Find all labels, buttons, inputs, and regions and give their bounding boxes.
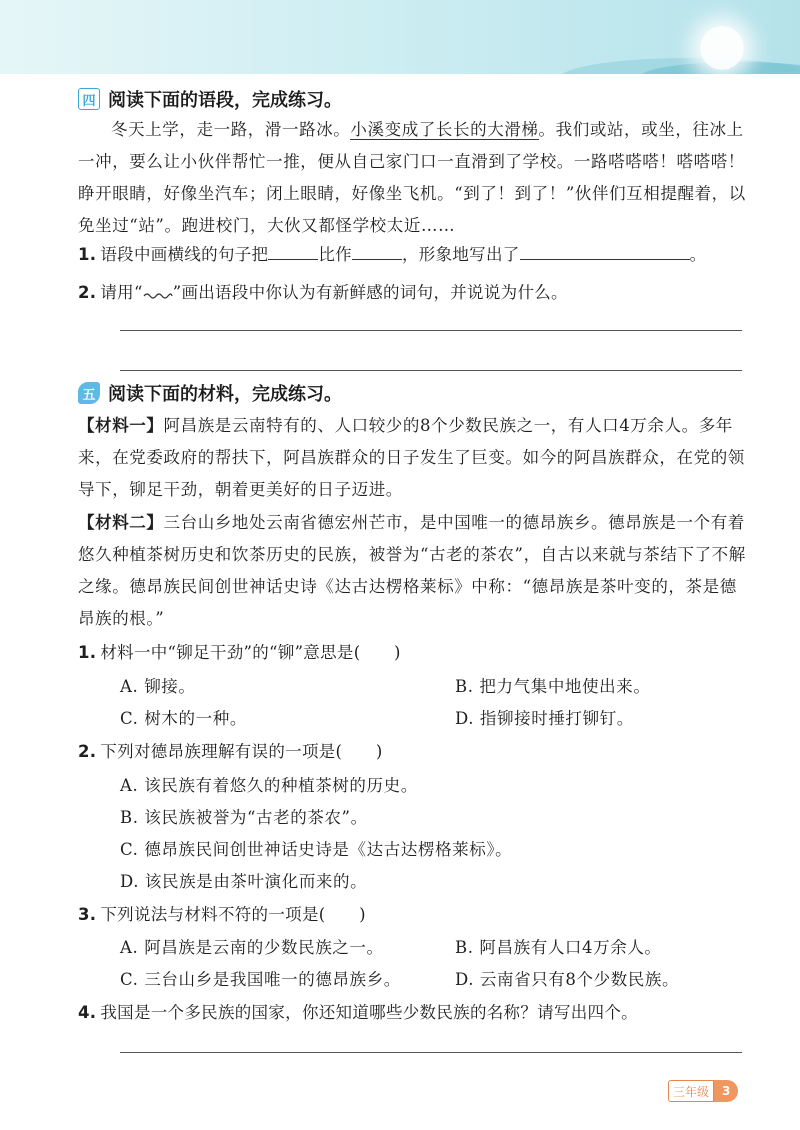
section-4-title: 阅读下面的语段，完成练习。 <box>108 90 342 111</box>
answer-line-2[interactable] <box>120 370 742 371</box>
section-5-heading <box>78 380 342 406</box>
section-5-question-2 <box>78 737 383 767</box>
section-5-title: 阅读下面的材料，完成练习。 <box>108 384 342 405</box>
q3-option-b[interactable]: B. 阿昌族有人口4万余人。 <box>455 938 662 957</box>
section-5-question-3 <box>78 900 366 930</box>
passage-text-after: 。我们或站，或坐，往冰上一冲，要么让小伙伴帮忙一推，便从自己家门口一直滑到了学校。一路嗒嗒嗒！嗒嗒嗒！睁开眼睛，好像坐汽车；闭上眼睛，好像坐飞机。“到了！到了！”伙伴们互相提醒着，以免坐过“站”。跑进校门，大伙又都怪学校太近…… <box>78 120 746 235</box>
wavy-line-icon <box>143 288 173 300</box>
q1-option-b[interactable]: B. 把力气集中地使出来。 <box>455 677 651 696</box>
page-badge <box>668 1080 738 1102</box>
question-number: 2. <box>78 742 97 761</box>
question-text: 语段中画横线的句子把 <box>100 245 269 264</box>
section-4-question-1 <box>78 240 706 270</box>
section-5-badge: 五 <box>78 382 100 404</box>
question-text: 请用“ <box>100 283 143 302</box>
material-1-label: 【材料一】 <box>78 416 164 435</box>
question-number: 1. <box>78 643 97 662</box>
material-1 <box>78 410 746 506</box>
q2-option-d[interactable]: D. 该民族是由茶叶演化而来的。 <box>120 872 368 891</box>
material-1-text: 阿昌族是云南特有的、人口较少的8个少数民族之一，有人口4万余人。多年来，在党委政府的帮扶下，阿昌族群众的日子发生了巨变。如今的阿昌族群众，在党的领导下，铆足干劲，朝着更美好的日子迈进。 <box>78 416 745 499</box>
answer-blank-3[interactable] <box>520 241 690 260</box>
answer-blank-1[interactable] <box>268 241 318 260</box>
section-5-question-1 <box>78 638 401 668</box>
q1-option-a[interactable]: A. 铆接。 <box>120 677 196 696</box>
section-4-badge: 四 <box>78 88 100 110</box>
question-text: 材料一中“铆足干劲”的“铆”意思是( ) <box>100 643 401 662</box>
header-banner <box>0 0 800 74</box>
q3-option-c[interactable]: C. 三台山乡是我国唯一的德昂族乡。 <box>120 970 401 989</box>
question-number: 2. <box>78 283 97 302</box>
section-4-heading <box>78 86 342 112</box>
section-5-question-4 <box>78 998 638 1028</box>
question-number: 1. <box>78 245 97 264</box>
material-2 <box>78 507 746 635</box>
q2-option-a[interactable]: A. 该民族有着悠久的种植茶树的历史。 <box>120 776 418 795</box>
q2-option-c[interactable]: C. 德昂族民间创世神话史诗是《达古达楞格莱标》。 <box>120 840 513 859</box>
question-text: ”画出语段中你认为有新鲜感的词句，并说说为什么。 <box>172 283 568 302</box>
section-4-question-2 <box>78 278 568 308</box>
material-2-text: 三台山乡地处云南省德宏州芒市，是中国唯一的德昂族乡。德昂族是一个有着悠久种植茶树历史和饮茶历史的民族，被誉为“古老的茶农”，自古以来就与茶结下了不解之缘。德昂族民间创世神话史诗《达古达楞格莱标》中称：“德昂族是茶叶变的，茶是德昂族的根。” <box>78 513 746 628</box>
answer-blank-2[interactable] <box>352 241 402 260</box>
grade-label: 三年级 <box>668 1080 714 1102</box>
question-number: 4. <box>78 1003 97 1022</box>
question-text: 下列对德昂族理解有误的一项是( ) <box>100 742 383 761</box>
question-text: ，形象地写出了 <box>401 245 520 264</box>
q1-option-d[interactable]: D. 指铆接时捶打铆钉。 <box>455 709 634 728</box>
q3-option-a[interactable]: A. 阿昌族是云南的少数民族之一。 <box>120 938 384 957</box>
answer-line-3[interactable] <box>120 1052 742 1053</box>
q2-option-b[interactable]: B. 该民族被誉为“古老的茶农”。 <box>120 808 368 827</box>
q3-option-d[interactable]: D. 云南省只有8个少数民族。 <box>455 970 680 989</box>
q1-option-c[interactable]: C. 树木的一种。 <box>120 709 247 728</box>
page-number: 3 <box>714 1080 738 1102</box>
banner-sun <box>700 26 744 70</box>
passage-underlined-sentence: 小溪变成了长长的大滑梯 <box>350 120 539 139</box>
question-text: 我国是一个多民族的国家，你还知道哪些少数民族的名称？请写出四个。 <box>100 1003 638 1022</box>
section-4-passage <box>78 114 746 242</box>
question-text: 比作 <box>318 245 352 264</box>
material-2-label: 【材料二】 <box>78 513 164 532</box>
question-text: 下列说法与材料不符的一项是( ) <box>100 905 366 924</box>
question-number: 3. <box>78 905 97 924</box>
question-text: 。 <box>689 245 707 264</box>
passage-text-before: 冬天上学，走一路，滑一路冰。 <box>111 120 351 139</box>
answer-line-1[interactable] <box>120 330 742 331</box>
